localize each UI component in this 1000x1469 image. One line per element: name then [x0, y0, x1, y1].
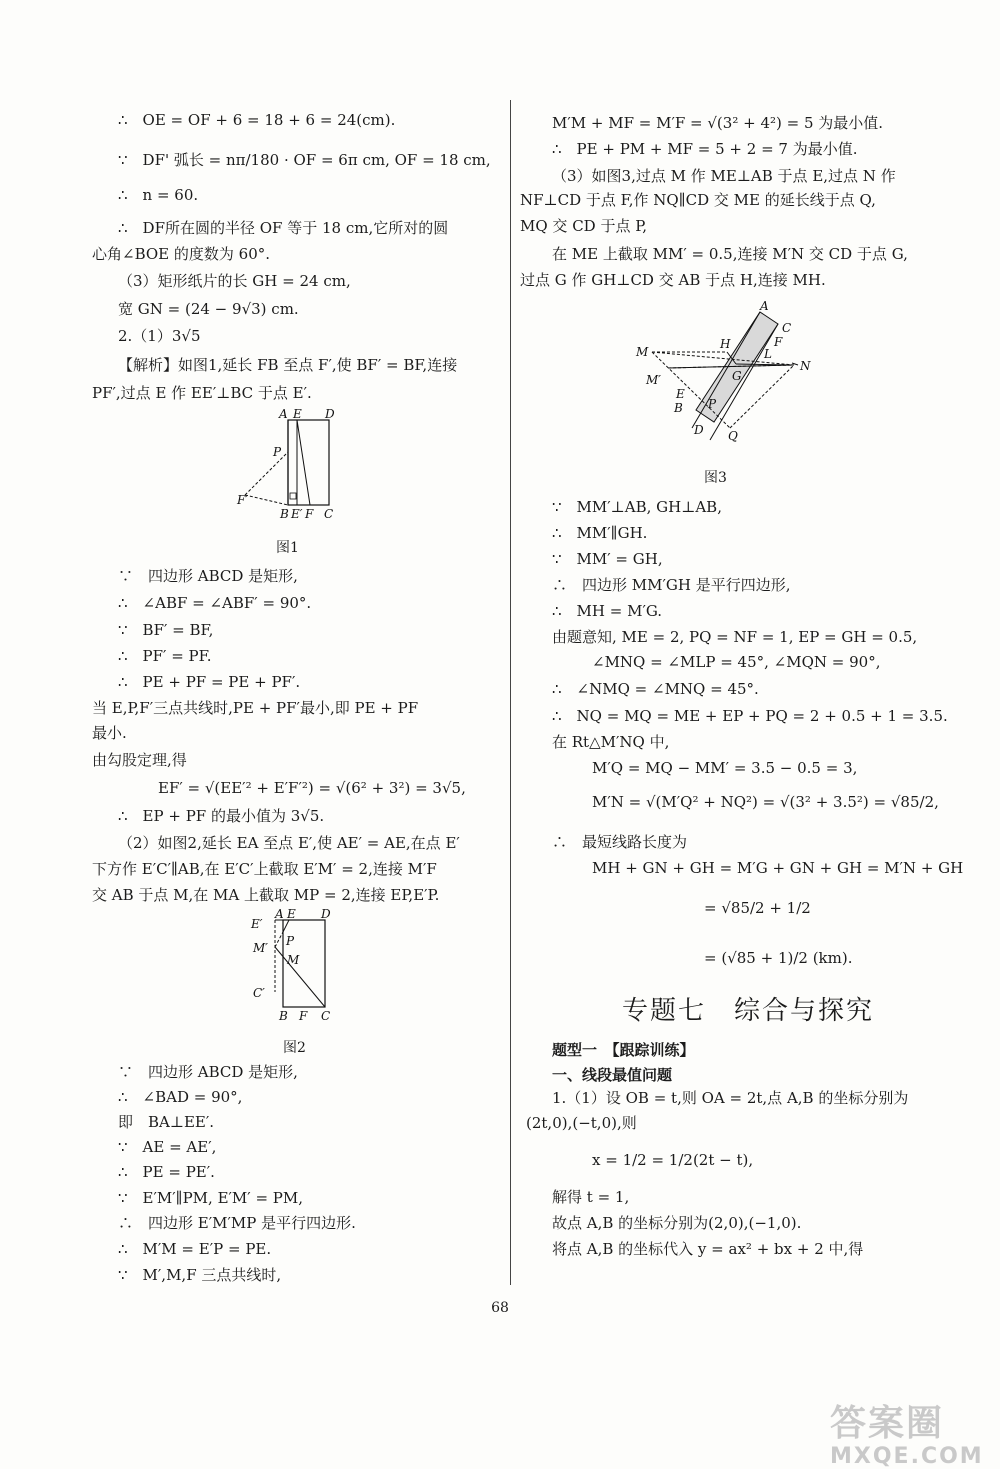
text-line: PF′,过点 E 作 EE′⊥BC 于点 E′.	[92, 384, 312, 402]
text-line: ∴ MH = M′G.	[552, 602, 663, 620]
fig3-label: P	[708, 397, 717, 411]
text-line: 故点 A,B 的坐标分别为(2,0),(−1,0).	[552, 1214, 802, 1232]
fig3-label: D	[694, 423, 704, 437]
page-number: 68	[491, 1300, 509, 1316]
fig1-label: P	[273, 445, 282, 459]
subheading: 一、线段最值问题	[552, 1066, 673, 1084]
fig2-label: F	[299, 1009, 308, 1023]
text-line: 将点 A,B 的坐标代入 y = ax² + bx + 2 中,得	[552, 1240, 864, 1258]
text-line: (2t,0),(−t,0),则	[526, 1114, 637, 1132]
fig1-label: F′	[237, 493, 249, 507]
fig3-label: Q	[728, 429, 738, 443]
fig3-label: G	[732, 369, 742, 383]
fig1-label: E	[293, 407, 302, 421]
column-divider	[510, 100, 511, 1285]
text-line: 1.（1）设 OB = t,则 OA = 2t,点 A,B 的坐标分别为	[552, 1089, 909, 1107]
figure-2	[245, 907, 355, 1023]
text-line: ∴ PE + PF = PE + PF′.	[118, 673, 301, 691]
subheading: 题型一 【跟踪训练】	[552, 1041, 695, 1059]
text-line: ∵ M′,M,F 三点共线时,	[118, 1266, 282, 1284]
figure-3-caption: 图3	[704, 470, 727, 486]
fig1-label: D	[325, 407, 335, 421]
fig3-label: M	[636, 345, 649, 359]
text-line: 在 ME 上截取 MM′ = 0.5,连接 M′N 交 CD 于点 G,	[552, 245, 908, 263]
text-line: ∴ ∠ABF = ∠ABF′ = 90°.	[118, 594, 312, 612]
text-line: ∵ E′M′∥PM, E′M′ = PM,	[118, 1189, 304, 1207]
section-title: 专题七 综合与探究	[622, 996, 875, 1026]
text-line: 交 AB 于点 M,在 MA 上截取 MP = 2,连接 EP,E′P.	[92, 886, 440, 904]
text-line: EF′ = √(EE′² + E′F′²) = √(6² + 3²) = 3√5,	[158, 779, 466, 797]
fig1-label: F	[305, 507, 314, 521]
text-line: （3）如图3,过点 M 作 ME⊥AB 于点 E,过点 N 作	[552, 167, 896, 185]
figure-1-caption: 图1	[276, 540, 299, 556]
text-line: ∴ NQ = MQ = ME + EP + PQ = 2 + 0.5 + 1 = 3.5.	[552, 707, 948, 725]
fig2-label: E′	[251, 917, 263, 931]
text-line: NF⊥CD 于点 F,作 NQ∥CD 交 ME 的延长线于点 Q,	[520, 191, 876, 209]
watermark-url: MXQE.COM	[830, 1444, 984, 1469]
text-line: 即 BA⊥EE′.	[118, 1113, 215, 1131]
text-line: 过点 G 作 GH⊥CD 交 AB 于点 H,连接 MH.	[520, 271, 826, 289]
text-line: M′N = √(M′Q² + NQ²) = √(3² + 3.5²) = √85/2,	[592, 793, 939, 811]
text-line: ∴ n = 60.	[118, 186, 199, 204]
text-line: ∴ PE = PE′.	[118, 1163, 215, 1181]
fig1-label: B	[280, 507, 289, 521]
text-line: ∵ DF' 弧长 = nπ/180 · OF = 6π cm, OF = 18 cm,	[118, 151, 491, 169]
text-line: 最小.	[92, 724, 127, 742]
text-line: = √85/2 + 1/2	[704, 899, 811, 917]
fig3-label: A	[760, 299, 769, 313]
text-line: ∴ 四边形 E′M′MP 是平行四边形.	[118, 1214, 356, 1232]
text-line: 由题意知, ME = 2, PQ = NF = 1, EP = GH = 0.5,	[552, 628, 918, 646]
text-line: ∴ 四边形 MM′GH 是平行四边形,	[552, 576, 791, 594]
fig2-label: B	[279, 1009, 288, 1023]
fig2-label: C′	[253, 986, 265, 1000]
fig2-label: D	[321, 907, 331, 921]
fig3-label: C	[782, 321, 792, 335]
text-line: ∵ AE = AE′,	[118, 1138, 217, 1156]
figure-1	[235, 407, 345, 521]
figure-3	[632, 300, 812, 450]
fig2-label: P	[286, 934, 295, 948]
text-line: 当 E,P,F′三点共线时,PE + PF′最小,即 PE + PF	[92, 699, 419, 717]
text-line: M′Q = MQ − MM′ = 3.5 − 0.5 = 3,	[592, 759, 858, 777]
text-line: 在 Rt△M′NQ 中,	[552, 733, 670, 751]
text-line: ∴ OE = OF + 6 = 18 + 6 = 24(cm).	[118, 111, 396, 129]
fig3-label: H	[720, 337, 731, 351]
text-line: 2.（1）3√5	[118, 327, 201, 345]
text-line: 下方作 E′C′∥AB,在 E′C′上截取 E′M′ = 2,连接 M′F	[92, 860, 437, 878]
fig2-label: C	[321, 1009, 331, 1023]
text-line: ∴ M′M = E′P = PE.	[118, 1240, 272, 1258]
text-line: ∴ PE + PM + MF = 5 + 2 = 7 为最小值.	[552, 140, 858, 158]
text-line: ∴ ∠BAD = 90°,	[118, 1088, 243, 1106]
text-line: ∴ ∠NMQ = ∠MNQ = 45°.	[552, 680, 759, 698]
text-line: 由勾股定理,得	[92, 751, 187, 769]
fig2-label: M′	[253, 941, 269, 955]
fig1-label: C	[324, 507, 334, 521]
text-line: M′M + MF = M′F = √(3² + 4²) = 5 为最小值.	[552, 114, 884, 132]
text-line: ∴ EP + PF 的最小值为 3√5.	[118, 807, 325, 825]
text-line: ∵ 四边形 ABCD 是矩形,	[118, 567, 298, 585]
fig1-label: A	[279, 407, 288, 421]
fig2-label: E	[287, 907, 296, 921]
fig2-label: A	[275, 907, 284, 921]
text-line: ∵ 四边形 ABCD 是矩形,	[118, 1063, 298, 1081]
text-line: MH + GN + GH = M′G + GN + GH = M′N + GH	[592, 859, 964, 877]
text-line: ∴ MM′∥GH.	[552, 524, 648, 542]
fig2-label: M	[287, 953, 300, 967]
text-line: ∴ PF′ = PF.	[118, 647, 212, 665]
text-line: x = 1/2 = 1/2(2t − t),	[592, 1151, 754, 1169]
text-line: = (√85 + 1)/2 (km).	[704, 949, 853, 967]
fig3-label: L	[764, 347, 772, 361]
text-line: （2）如图2,延长 EA 至点 E′,使 AE′ = AE,在点 E′	[118, 834, 460, 852]
text-line: ∴ 最短线路长度为	[552, 833, 688, 851]
text-line: ∵ BF′ = BF,	[118, 621, 214, 639]
text-line: ∵ MM′⊥AB, GH⊥AB,	[552, 498, 722, 516]
fig3-label: B	[674, 401, 683, 415]
figure-2-caption: 图2	[283, 1040, 306, 1056]
fig3-label: E	[676, 387, 685, 401]
watermark-logo: 答案圈	[830, 1403, 945, 1444]
fig1-label: E′	[291, 507, 303, 521]
text-line: 宽 GN = (24 − 9√3) cm.	[118, 300, 299, 318]
text-line: ∠MNQ = ∠MLP = 45°, ∠MQN = 90°,	[592, 653, 881, 671]
fig3-label: F	[774, 335, 783, 349]
text-line: 【解析】如图1,延长 FB 至点 F′,使 BF′ = BF,连接	[118, 356, 458, 374]
text-line: 解得 t = 1,	[552, 1188, 630, 1206]
text-line: MQ 交 CD 于点 P,	[520, 217, 648, 235]
text-line: ∵ MM′ = GH,	[552, 550, 663, 568]
fig3-label: M′	[646, 373, 662, 387]
text-line: 心角∠BOE 的度数为 60°.	[92, 245, 271, 263]
fig3-label: N	[800, 359, 811, 373]
text-line: （3）矩形纸片的长 GH = 24 cm,	[118, 272, 351, 290]
text-line: ∴ DF所在圆的半径 OF 等于 18 cm,它所对的圆	[118, 219, 449, 237]
